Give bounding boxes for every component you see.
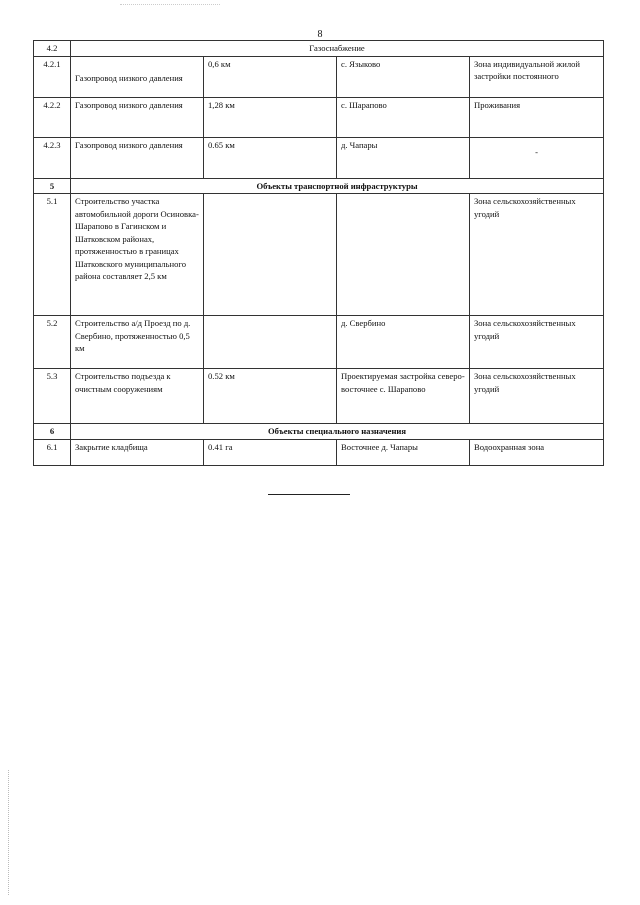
object-name: Строительство подъезда к очистным сооружениям (71, 369, 204, 424)
section-row-gas (34, 41, 604, 57)
object-size: 0.52 км (204, 369, 337, 424)
section-row-transport (34, 178, 604, 194)
object-name: Газопровод низкого давления (71, 97, 204, 137)
object-location (337, 194, 470, 316)
object-size: 0.41 га (204, 439, 337, 465)
object-size (204, 194, 337, 316)
object-location: с. Языково (337, 56, 470, 97)
object-name: Газопровод низкого давления (71, 137, 204, 178)
object-name: Газопровод низкого давления (71, 56, 204, 97)
table-row (34, 137, 604, 178)
object-name: Строительство участка автомобильной дороги Осиновка-Шарапово в Гагинском и Шатковском районах, протяженностью в границах Шатковского муниципального района составляет 2,5 км (71, 194, 204, 316)
section-row-special (34, 424, 604, 440)
table-row (34, 316, 604, 369)
section-title: Объекты транспортной инфраструктуры (71, 178, 604, 194)
section-title: Объекты специального назначения (71, 424, 604, 440)
object-location: Восточнее д. Чапары (337, 439, 470, 465)
end-divider-line (268, 494, 350, 495)
table-row (34, 56, 604, 97)
row-number: 4.2.3 (34, 137, 71, 178)
object-name: Строительство а/д Проезд по д. Свербино, протяженностью 0,5 км (71, 316, 204, 369)
row-number: 4.2.1 (34, 56, 71, 97)
row-number: 4.2.2 (34, 97, 71, 137)
row-number: 5.2 (34, 316, 71, 369)
object-location: с. Шарапово (337, 97, 470, 137)
page-number: 8 (317, 29, 323, 40)
objects-table (33, 40, 604, 466)
scan-artifact-margin (8, 770, 9, 895)
row-number: 5.3 (34, 369, 71, 424)
object-size: 0.65 км (204, 137, 337, 178)
row-number: 4.2 (34, 41, 71, 57)
table-row (34, 439, 604, 465)
object-size: 1,28 км (204, 97, 337, 137)
object-location: д. Свербино (337, 316, 470, 369)
object-zone: Зона сельскохозяйственных угодий (470, 194, 604, 316)
object-zone: Зона сельскохозяйственных угодий (470, 369, 604, 424)
object-zone: Зона сельскохозяйственных угодий (470, 316, 604, 369)
object-size (204, 316, 337, 369)
object-zone: Водоохранная зона (470, 439, 604, 465)
row-number: 5 (34, 178, 71, 194)
row-number: 5.1 (34, 194, 71, 316)
object-zone: Зона индивидуальной жилой застройки постоянного (470, 56, 604, 97)
object-zone: - (470, 137, 604, 178)
section-title: Газоснабжение (71, 41, 604, 57)
object-zone: Проживания (470, 97, 604, 137)
object-location: Проектируемая застройка северо-восточнее с. Шарапово (337, 369, 470, 424)
table-row (34, 97, 604, 137)
table-row (34, 369, 604, 424)
table-row (34, 194, 604, 316)
row-number: 6 (34, 424, 71, 440)
object-name: Закрытие кладбища (71, 439, 204, 465)
scan-artifact-top (120, 4, 220, 5)
object-size: 0,6 км (204, 56, 337, 97)
object-location: д. Чапары (337, 137, 470, 178)
row-number: 6.1 (34, 439, 71, 465)
